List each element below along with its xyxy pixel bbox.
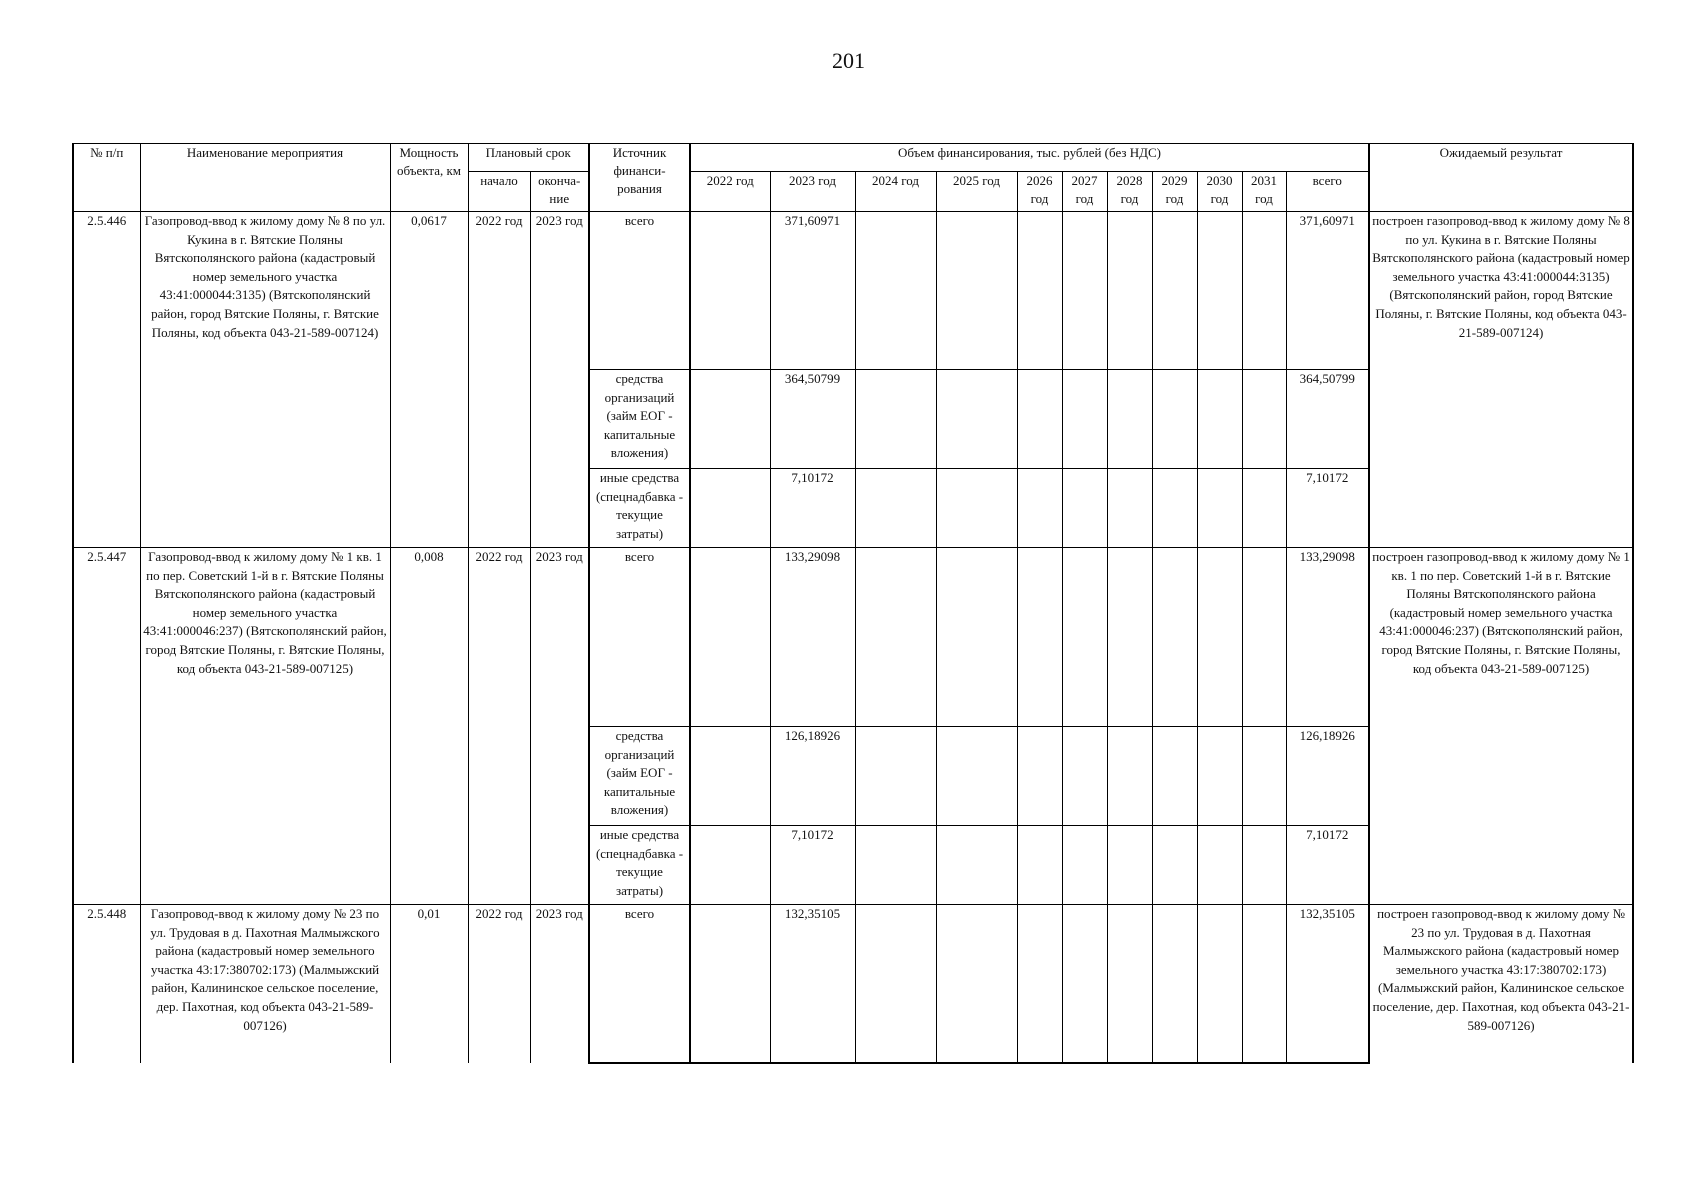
- row-capacity: 0,0617: [390, 212, 468, 548]
- header-year-2024: 2024 год: [855, 172, 936, 212]
- source-label: иные средства (спецнадбавка - текущие затраты): [589, 826, 690, 905]
- row-capacity: 0,01: [390, 905, 468, 1063]
- value-total: 371,60971: [1286, 212, 1369, 370]
- table-header: [73, 144, 1633, 212]
- row-end: 2023 год: [530, 548, 589, 905]
- header-end: оконча-ние: [530, 172, 589, 212]
- table-body: [73, 212, 1633, 1063]
- header-start: начало: [468, 172, 530, 212]
- source-label: иные средства (спецнадбавка - текущие затраты): [589, 469, 690, 548]
- header-year-2025: 2025 год: [936, 172, 1017, 212]
- header-year-2028: 2028 год: [1107, 172, 1152, 212]
- row-capacity: 0,008: [390, 548, 468, 905]
- value-2023: 371,60971: [770, 212, 855, 370]
- funding-table: [72, 143, 1634, 1064]
- row-result: построен газопровод-ввод к жилому дому № 8 по ул. Кукина в г. Вятские Поляны Вятскополянского района (кадастровый номер земельного участка 43:41:000044:3135) (Вятскополянский район, город Вятские Поляны, г. Вятские Поляны, код объекта 043-21-589-007124): [1369, 212, 1633, 548]
- value-total: 364,50799: [1286, 370, 1369, 469]
- row-num: 2.5.448: [73, 905, 140, 1063]
- header-funding: Объем финансирования, тыс. рублей (без НДС): [690, 144, 1369, 172]
- value-2023: 7,10172: [770, 826, 855, 905]
- row-num: 2.5.446: [73, 212, 140, 548]
- source-label: средства организаций (займ ЕОГ - капитальные вложения): [589, 370, 690, 469]
- source-label: средства организаций (займ ЕОГ - капитальные вложения): [589, 727, 690, 826]
- page-number: 201: [832, 48, 865, 73]
- row-start: 2022 год: [468, 212, 530, 548]
- value-2023: 133,29098: [770, 548, 855, 727]
- row-name: Газопровод-ввод к жилому дому № 23 по ул. Трудовая в д. Пахотная Малмыжского района (кадастровый номер земельного участка 43:17:380702:173) (Малмыжский район, Калининское сельское поселение, дер. Пахотная, код объекта 043-21-589-007126): [140, 905, 390, 1063]
- value-2023: 126,18926: [770, 727, 855, 826]
- row-end: 2023 год: [530, 212, 589, 548]
- value-total: 126,18926: [1286, 727, 1369, 826]
- source-label: всего: [589, 212, 690, 370]
- value-total: 132,35105: [1286, 905, 1369, 1063]
- header-year-2022: 2022 год: [690, 172, 770, 212]
- source-label: всего: [589, 548, 690, 727]
- header-year-2030: 2030 год: [1197, 172, 1242, 212]
- row-name: Газопровод-ввод к жилому дому № 8 по ул. Кукина в г. Вятские Поляны Вятскополянского района (кадастровый номер земельного участка 43:41:000044:3135) (Вятскополянский район, город Вятские Поляны, г. Вятские Поляны, код объекта 043-21-589-007124): [140, 212, 390, 548]
- header-year-2029: 2029 год: [1152, 172, 1197, 212]
- row-num: 2.5.447: [73, 548, 140, 905]
- row-end: 2023 год: [530, 905, 589, 1063]
- table-row: [73, 212, 1633, 370]
- value-total: 7,10172: [1286, 469, 1369, 548]
- row-result: построен газопровод-ввод к жилому дому № 23 по ул. Трудовая в д. Пахотная Малмыжского района (кадастровый номер земельного участка 43:17:380702:173) (Малмыжский район, Калининское сельское поселение, дер. Пахотная, код объекта 043-21-589-007126): [1369, 905, 1633, 1063]
- value-2023: 364,50799: [770, 370, 855, 469]
- header-result: Ожидаемый результат: [1369, 144, 1633, 212]
- header-capacity: Мощность объекта, км: [390, 144, 468, 212]
- header-name: Наименование мероприятия: [140, 144, 390, 212]
- row-start: 2022 год: [468, 905, 530, 1063]
- value-2023: 132,35105: [770, 905, 855, 1063]
- value-total: 133,29098: [1286, 548, 1369, 727]
- table-row: [73, 548, 1633, 727]
- row-name: Газопровод-ввод к жилому дому № 1 кв. 1 по пер. Советский 1-й в г. Вятские Поляны Вятскополянского района (кадастровый номер земельного участка 43:41:000046:237) (Вятскополянский район, город Вятские Поляны, г. Вятские Поляны, код объекта 043-21-589-007125): [140, 548, 390, 905]
- header-year-2027: 2027 год: [1062, 172, 1107, 212]
- header-year-2031: 2031 год: [1242, 172, 1286, 212]
- value-total: 7,10172: [1286, 826, 1369, 905]
- header-planned-term: Плановый срок: [468, 144, 589, 172]
- row-result: построен газопровод-ввод к жилому дому № 1 кв. 1 по пер. Советский 1-й в г. Вятские Поляны Вятскополянского района (кадастровый номер земельного участка 43:41:000046:237) (Вятскополянский район, город Вятские Поляны, г. Вятские Поляны, код объекта 043-21-589-007125): [1369, 548, 1633, 905]
- header-year-2023: 2023 год: [770, 172, 855, 212]
- header-year-2026: 2026 год: [1017, 172, 1062, 212]
- table-row: [73, 905, 1633, 1063]
- row-start: 2022 год: [468, 548, 530, 905]
- header-num: № п/п: [73, 144, 140, 212]
- header-total: всего: [1286, 172, 1369, 212]
- header-source: Источник финанси-рования: [589, 144, 690, 212]
- source-label: всего: [589, 905, 690, 1063]
- value-2023: 7,10172: [770, 469, 855, 548]
